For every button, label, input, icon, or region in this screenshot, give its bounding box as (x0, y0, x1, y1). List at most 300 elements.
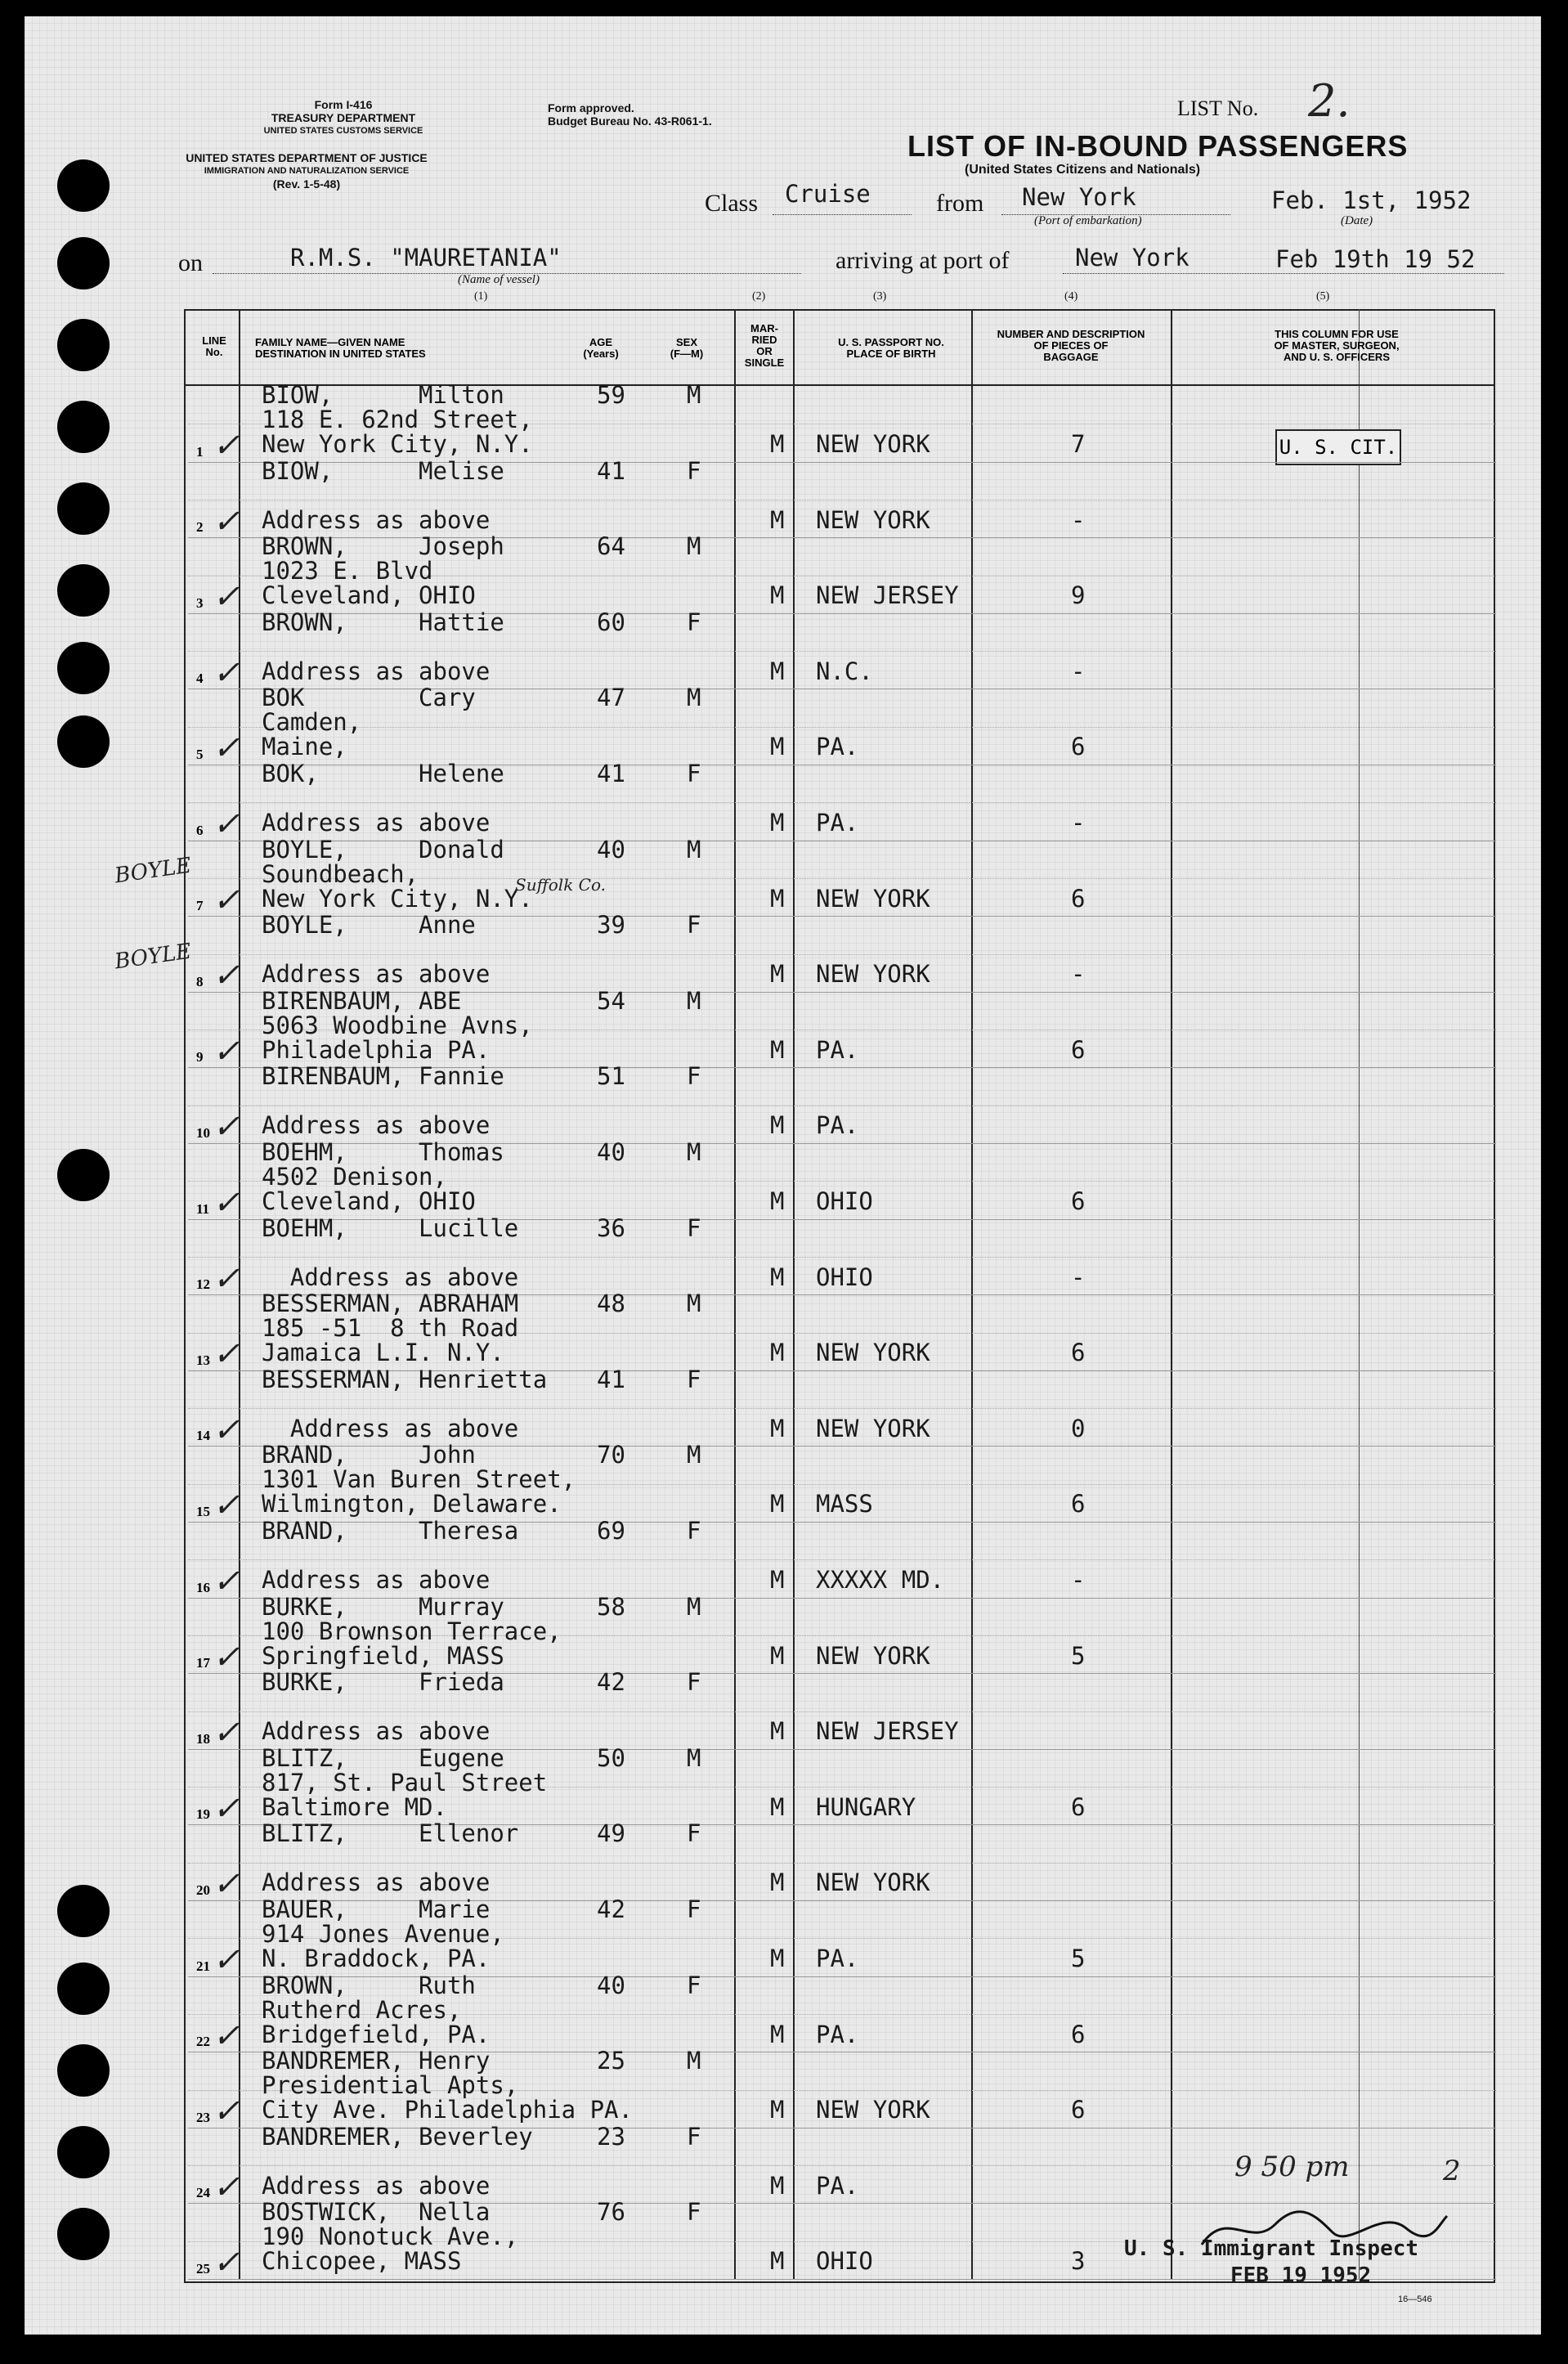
line-number: 5 (196, 747, 204, 762)
passenger-age: 48 (597, 1290, 625, 1318)
vessel-name: R.M.S. "MAURETANIA" (290, 244, 562, 271)
col-header-passport: U. S. PASSPORT NO. PLACE OF BIRTH (838, 336, 944, 360)
passenger-sex: F (687, 1213, 701, 1242)
passenger-name: BROWN, Ruth (262, 1971, 476, 1999)
place-of-birth: NEW YORK (816, 1868, 930, 1897)
punch-hole (57, 642, 110, 694)
from-underline (1001, 214, 1230, 215)
passenger-age: 64 (597, 532, 625, 561)
check-mark: ✓ (213, 957, 240, 995)
check-mark: ✓ (213, 1487, 240, 1525)
punch-hole (57, 1885, 110, 1937)
check-mark: ✓ (213, 1032, 240, 1070)
address-line: Springfield, MASS (262, 1641, 504, 1670)
passenger-sex: M (687, 835, 701, 864)
baggage-count: 6 (1071, 2096, 1086, 2124)
row-subline (188, 802, 1496, 803)
passenger-name: BRAND, Theresa (262, 1517, 519, 1545)
margin-note-suffolk: Suffolk Co. (515, 875, 607, 895)
passenger-name: BROWN, Joseph (262, 532, 504, 561)
line-number: 15 (196, 1504, 210, 1519)
passenger-age: 25 (597, 2047, 625, 2075)
inspector-signature (1194, 2200, 1455, 2257)
passenger-name: BURKE, Frieda (262, 1668, 504, 1697)
place-of-birth: OHIO (816, 1187, 873, 1215)
col-header-name: FAMILY NAME—GIVEN NAME DESTINATION IN UNITED STATES (255, 336, 426, 360)
line-number: 22 (196, 2034, 210, 2050)
place-of-birth: PA. (816, 1945, 859, 1972)
address-line: Bridgefield, PA. (262, 2020, 491, 2048)
passenger-sex: M (687, 986, 701, 1015)
baggage-count: - (1071, 505, 1086, 534)
check-mark: ✓ (213, 502, 240, 541)
arrival-date: Feb 19th 19 52 (1275, 245, 1476, 273)
passenger-age: 54 (597, 986, 625, 1015)
check-mark: ✓ (213, 1941, 240, 1979)
passenger-name: BRAND, John (262, 1441, 476, 1469)
address-line: 4502 Denison, (262, 1163, 447, 1191)
passenger-age: 58 (597, 1592, 625, 1621)
passenger-sex: M (687, 1290, 701, 1318)
time-note: 9 50 pm (1234, 2151, 1350, 2183)
place-of-birth: NEW JERSEY (816, 1717, 959, 1746)
baggage-count: 6 (1071, 1187, 1086, 1215)
place-of-birth: NEW YORK (816, 884, 930, 913)
address-line: Wilmington, Delaware. (262, 1490, 562, 1518)
approval-line: Form approved. (548, 101, 634, 114)
place-of-birth: NEW YORK (816, 505, 930, 534)
passenger-sex: F (687, 911, 701, 940)
passenger-age: 41 (597, 456, 625, 485)
passenger-age: 39 (597, 911, 625, 940)
address-line: Address as above (262, 1414, 519, 1442)
check-mark: ✓ (213, 881, 240, 919)
address-line: N. Braddock, PA. (262, 1945, 491, 1972)
address-line: 118 E. 62nd Street, (262, 406, 533, 433)
address-line: Baltimore MD. (262, 1792, 447, 1821)
form-code: 16—546 (1398, 2294, 1432, 2304)
passenger-age: 47 (597, 684, 625, 712)
baggage-count: 6 (1071, 884, 1086, 913)
place-of-birth: N.C. (816, 657, 873, 685)
row-subline (188, 1711, 1496, 1712)
address-line: City Ave. Philadelphia PA. (262, 2096, 633, 2124)
inspector-stamp: U. S. Immigrant Inspect (1124, 2236, 1419, 2261)
marital-status: M (770, 960, 785, 989)
punch-hole (57, 482, 110, 535)
check-mark: ✓ (213, 1789, 240, 1828)
marital-status: M (770, 657, 785, 685)
baggage-count: 6 (1071, 733, 1086, 761)
address-line: Address as above (262, 657, 491, 685)
check-mark: ✓ (213, 2168, 240, 2206)
line-number: 18 (196, 1730, 210, 1747)
row-subline (188, 1559, 1496, 1560)
check-mark: ✓ (213, 1259, 240, 1298)
passenger-age: 50 (597, 1743, 625, 1772)
marital-status: M (770, 2171, 785, 2200)
punch-hole (57, 401, 110, 453)
passenger-name: BIRENBAUM, ABE (262, 986, 462, 1015)
place-of-birth: PA. (816, 2171, 859, 2200)
address-line: Address as above (262, 1868, 491, 1897)
passenger-age: 51 (597, 1062, 625, 1091)
passenger-sex: F (687, 1517, 701, 1545)
place-of-birth: HUNGARY (816, 1792, 916, 1821)
address-line: Camden, (262, 708, 362, 737)
check-mark: ✓ (213, 1108, 240, 1146)
arrival-port: New York (1075, 244, 1189, 271)
class-label: Class (705, 190, 759, 217)
place-of-birth: NEW YORK (816, 960, 930, 989)
place-of-birth: OHIO (816, 1263, 873, 1291)
column-number: (2) (752, 290, 766, 303)
page-subtitle: (United States Citizens and Nationals) (965, 163, 1201, 177)
passenger-sex: F (687, 2198, 701, 2227)
from-label: from (936, 190, 984, 217)
passenger-name: BROWN, Hattie (262, 608, 504, 636)
baggage-count: 0 (1071, 1414, 1086, 1442)
marital-status: M (770, 1717, 785, 1746)
check-mark: ✓ (213, 578, 240, 617)
budget-bureau: Budget Bureau No. 43-R061-1. (548, 114, 712, 128)
line-number: 25 (196, 2261, 210, 2277)
passenger-sex: F (687, 608, 701, 636)
check-mark: ✓ (213, 2244, 240, 2282)
passenger-sex: M (687, 1592, 701, 1621)
passenger-age: 42 (597, 1668, 625, 1697)
line-number: 9 (196, 1049, 204, 1065)
address-line: Rutherd Acres, (262, 1995, 462, 2024)
row-subline (188, 1863, 1496, 1864)
passenger-sex: M (687, 1743, 701, 1772)
check-mark: ✓ (213, 1184, 240, 1222)
col-header-line: LINE No. (202, 334, 226, 358)
passenger-age: 70 (597, 1441, 625, 1469)
dept-info (172, 151, 441, 191)
address-line: Address as above (262, 1263, 519, 1291)
passenger-name: BIOW, Melise (262, 456, 504, 485)
passenger-sex: F (687, 1819, 701, 1848)
marital-status: M (770, 733, 785, 761)
line-number: 17 (196, 1655, 210, 1671)
from-value: New York (1022, 183, 1136, 211)
address-line: Address as above (262, 1566, 491, 1594)
passenger-name: BOYLE, Donald (262, 835, 504, 864)
punch-hole (57, 2044, 110, 2097)
marital-status: M (770, 1566, 785, 1594)
doj-label: UNITED STATES DEPARTMENT OF JUSTICE (186, 151, 428, 164)
marital-status: M (770, 809, 785, 837)
passenger-name: BIOW, Milton (262, 381, 504, 409)
marital-status: M (770, 1945, 785, 1972)
marital-status: M (770, 1111, 785, 1140)
row-subline (188, 651, 1496, 652)
address-line: 5063 Woodbine Avns, (262, 1011, 533, 1039)
line-number: 23 (196, 2109, 210, 2125)
passenger-sex: M (687, 1138, 701, 1166)
row-subline (188, 1408, 1496, 1409)
column-number: (1) (474, 290, 488, 303)
passenger-age: 23 (597, 2122, 625, 2151)
place-of-birth: NEW YORK (816, 430, 930, 458)
baggage-count: 6 (1071, 1490, 1086, 1518)
baggage-count: 5 (1071, 1641, 1086, 1670)
place-of-birth: NEW YORK (816, 1339, 930, 1367)
line-number: 11 (196, 1200, 210, 1217)
address-line: Chicopee, MASS (262, 2247, 462, 2276)
line-number: 14 (196, 1428, 210, 1444)
passenger-sex: F (687, 1365, 701, 1393)
baggage-count: 9 (1071, 581, 1086, 610)
baggage-count: 3 (1071, 2247, 1086, 2276)
passenger-sex: F (687, 1895, 701, 1923)
marital-status: M (770, 1414, 785, 1442)
passenger-name: BOSTWICK, Nella (262, 2198, 491, 2227)
column-number: (4) (1064, 290, 1078, 303)
passenger-sex: M (687, 532, 701, 561)
baggage-count: - (1071, 1566, 1086, 1594)
line-number: 3 (196, 594, 204, 611)
place-of-birth: NEW YORK (816, 2096, 930, 2124)
punch-hole (57, 1149, 110, 1201)
baggage-count: 6 (1071, 1792, 1086, 1821)
baggage-count: - (1071, 809, 1086, 837)
class-value: Cruise (785, 180, 871, 208)
passenger-name: BURKE, Murray (262, 1592, 504, 1621)
marital-status: M (770, 581, 785, 610)
arrival-underline (1063, 273, 1504, 274)
place-of-birth: PA. (816, 809, 859, 837)
marital-status: M (770, 505, 785, 534)
passenger-name: BOEHM, Thomas (262, 1138, 504, 1166)
marital-status: M (770, 430, 785, 458)
passenger-age: 59 (597, 381, 625, 409)
address-line: 185 -51 8 th Road (262, 1314, 519, 1343)
address-line: 1301 Van Buren Street, (262, 1465, 576, 1494)
punch-hole (57, 715, 110, 768)
address-line: Presidential Apts, (262, 2071, 519, 2100)
passenger-name: BLITZ, Ellenor (262, 1819, 519, 1848)
marital-status: M (770, 1187, 785, 1215)
passenger-age: 60 (597, 608, 625, 636)
line-number: 6 (196, 822, 204, 838)
passenger-sex: F (687, 456, 701, 485)
customs-service: UNITED STATES CUSTOMS SERVICE (263, 126, 423, 136)
line-number: 10 (196, 1125, 210, 1141)
punch-hole (57, 564, 110, 617)
place-of-birth: PA. (816, 1035, 859, 1064)
check-mark: ✓ (213, 2016, 240, 2055)
line-number: 13 (196, 1352, 210, 1368)
line-number: 4 (196, 671, 204, 687)
check-mark: ✓ (213, 1335, 240, 1374)
place-of-birth: XXXXX MD. (816, 1566, 945, 1594)
vessel-caption: (Name of vessel) (458, 273, 540, 286)
passenger-age: 49 (597, 1819, 625, 1848)
baggage-count: 6 (1071, 1035, 1086, 1064)
form-number: Form I-416 (314, 98, 373, 111)
address-line: 914 Jones Avenue, (262, 1920, 504, 1948)
place-of-birth: PA. (816, 733, 859, 761)
margin-note-boyle: BOYLE (113, 853, 193, 889)
passenger-sex: F (687, 760, 701, 787)
line-number: 16 (196, 1579, 210, 1595)
check-mark: ✓ (213, 1411, 240, 1449)
arriving-label: arriving at port of (836, 247, 1010, 274)
class-underline (773, 214, 912, 215)
col-header-age: AGE (Years) (583, 336, 619, 360)
margin-note-boyle: BOYLE (113, 939, 193, 975)
check-mark: ✓ (213, 1638, 240, 1676)
us-cit-stamp: U. S. CIT. (1275, 429, 1401, 465)
passenger-name: BESSERMAN, ABRAHAM (262, 1290, 519, 1318)
line-number: 20 (196, 1882, 210, 1898)
line-number: 8 (196, 973, 204, 989)
passenger-name: BLITZ, Eugene (262, 1743, 504, 1772)
place-of-birth: PA. (816, 2020, 859, 2048)
passenger-name: BOYLE, Anne (262, 911, 476, 940)
punch-hole (57, 2208, 110, 2260)
list-no-label: LIST No. (1177, 96, 1259, 120)
passenger-name: BOEHM, Lucille (262, 1213, 519, 1242)
baggage-count: 6 (1071, 1339, 1086, 1367)
form-approval (548, 101, 712, 128)
marital-status: M (770, 1792, 785, 1821)
passenger-sex: M (687, 684, 701, 712)
passenger-name: BANDREMER, Beverley (262, 2122, 533, 2151)
treasury-dept: TREASURY DEPARTMENT (271, 111, 416, 124)
address-line: Cleveland, OHIO (262, 1187, 476, 1215)
baggage-count: 6 (1071, 2020, 1086, 2048)
passenger-age: 41 (597, 1365, 625, 1393)
check-mark: ✓ (213, 1865, 240, 1904)
passenger-sex: F (687, 1971, 701, 1999)
address-line: New York City, N.Y. (262, 430, 533, 458)
address-line: Soundbeach, (262, 859, 419, 888)
place-of-birth: NEW JERSEY (816, 581, 959, 610)
line-number: 7 (196, 898, 204, 914)
passenger-name: BIRENBAUM, Fannie (262, 1062, 504, 1091)
port-caption: (Port of embarkation) (1034, 214, 1142, 227)
row-subline (188, 727, 1496, 728)
row-subline (188, 954, 1496, 955)
marital-status: M (770, 1263, 785, 1291)
line-number: 19 (196, 1806, 210, 1823)
column-number: (5) (1316, 290, 1330, 303)
line-number: 2 (196, 519, 204, 536)
passenger-sex: M (687, 381, 701, 409)
baggage-count: 7 (1071, 430, 1086, 458)
col-header-baggage: NUMBER AND DESCRIPTION OF PIECES OF BAGGAGE (997, 328, 1145, 363)
address-line: Jamaica L.I. N.Y. (262, 1339, 504, 1367)
address-line: 1023 E. Blvd (262, 557, 433, 585)
passenger-name: BANDREMER, Henry (262, 2047, 491, 2075)
inspection-date-stamp: FEB 19 1952 (1230, 2263, 1372, 2288)
baggage-count: 5 (1071, 1945, 1086, 1972)
baggage-count: - (1071, 1263, 1086, 1291)
check-mark: ✓ (213, 729, 240, 768)
baggage-count: - (1071, 960, 1086, 989)
address-line: Cleveland, OHIO (262, 581, 476, 610)
address-line: Philadelphia PA. (262, 1035, 491, 1064)
place-of-birth: MASS (816, 1490, 873, 1518)
place-of-birth: PA. (816, 1111, 859, 1140)
passenger-age: 40 (597, 835, 625, 864)
passenger-name: BOK, Helene (262, 760, 504, 787)
check-mark: ✓ (213, 653, 240, 692)
line-number: 1 (196, 443, 204, 460)
baggage-count: - (1071, 657, 1086, 685)
passenger-age: 42 (597, 1895, 625, 1923)
punch-hole (57, 159, 110, 212)
marital-status: M (770, 1035, 785, 1064)
line-number: 21 (196, 1958, 210, 1974)
address-line: Address as above (262, 809, 491, 837)
punch-hole (57, 2126, 110, 2178)
passenger-age: 41 (597, 760, 625, 787)
passenger-age: 40 (597, 1971, 625, 1999)
address-line: New York City, N.Y. (262, 884, 533, 913)
rev-date: (Rev. 1-5-48) (272, 177, 341, 191)
list-no-value: 2. (1308, 75, 1351, 127)
address-line: Address as above (262, 1111, 491, 1140)
marital-status: M (770, 1339, 785, 1367)
row-subline (188, 1257, 1496, 1258)
address-line: 100 Brownson Terrace, (262, 1617, 562, 1645)
on-label: on (178, 249, 203, 276)
passenger-sex: F (687, 1062, 701, 1091)
check-mark: ✓ (213, 1563, 240, 1600)
passenger-sex: M (687, 1441, 701, 1469)
column-number: (3) (873, 290, 887, 303)
address-line: Maine, (262, 733, 347, 761)
line-number: 24 (196, 2185, 210, 2201)
passenger-age: 76 (597, 2198, 625, 2227)
marital-status: M (770, 2020, 785, 2048)
place-of-birth: OHIO (816, 2247, 873, 2276)
check-mark: ✓ (213, 2093, 240, 2131)
address-line: 817, St. Paul Street (262, 1768, 548, 1797)
line-number: 12 (196, 1276, 210, 1293)
passenger-age: 40 (597, 1138, 625, 1166)
passenger-name: BESSERMAN, Henrietta (262, 1365, 548, 1393)
address-line: 190 Nonotuck Ave., (262, 2223, 519, 2251)
marital-status: M (770, 1641, 785, 1670)
place-of-birth: NEW YORK (816, 1414, 930, 1442)
marital-status: M (770, 1868, 785, 1897)
passenger-age: 69 (597, 1517, 625, 1545)
passenger-age: 36 (597, 1213, 625, 1242)
address-line: Address as above (262, 960, 491, 989)
punch-hole (57, 1963, 110, 2015)
check-mark: ✓ (213, 1714, 240, 1752)
ins-label: IMMIGRATION AND NATURALIZATION SERVICE (204, 166, 410, 176)
page-title: LIST OF IN-BOUND PASSENGERS (907, 129, 1409, 163)
check-mark: ✓ (213, 427, 240, 464)
col-header-officers: THIS COLUMN FOR USE OF MASTER, SURGEON, AND U. S. OFFICERS (1274, 328, 1400, 363)
passenger-sex: F (687, 2122, 701, 2151)
form-info (245, 98, 441, 137)
address-line: Address as above (262, 2171, 491, 2200)
marital-status: M (770, 884, 785, 913)
col-header-sex: SEX (F—M) (670, 336, 704, 360)
marital-status: M (770, 2247, 785, 2276)
passenger-sex: F (687, 1668, 701, 1697)
departure-date: Feb. 1st, 1952 (1271, 186, 1472, 214)
address-line: Address as above (262, 505, 491, 534)
passenger-name: BOK Cary (262, 684, 476, 712)
